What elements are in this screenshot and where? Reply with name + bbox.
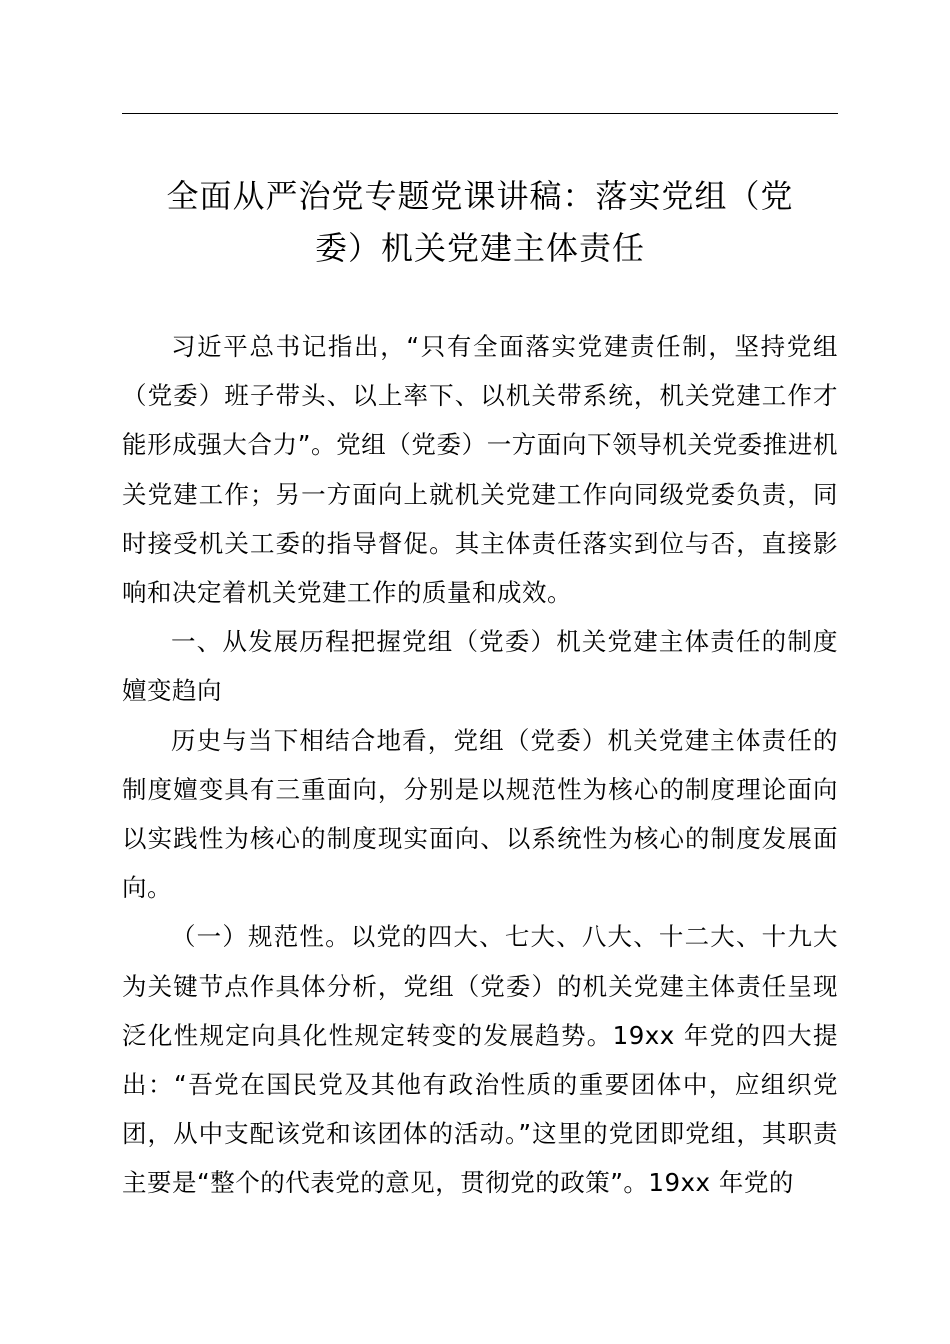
paragraph-overview: 历史与当下相结合地看，党组（党委）机关党建主体责任的制度嬗变具有三重面向，分别是以规范性为核心的制度理论面向以实践性为核心的制度现实面向、以系统性为核心的制度发展面向。 [122,725,838,903]
title-line-2: 委）机关党建主体责任 [314,229,645,267]
title-line-1: 全面从严治党专题党课讲稿：落实党组（党 [166,177,794,215]
document-title [122,170,838,274]
section-heading-1: 一、从发展历程把握党组（党委）机关党建主体责任的制度嬗变趋向 [122,627,838,706]
paragraph-normativity: （一）规范性。以党的四大、七大、八大、十二大、十九大为关键节点作具体分析，党组（党委）的机关党建主体责任呈现泛化性规定向具化性规定转变的发展趋势。19xx 年党的四大提出：“吾党在国民党及其他有政治性质的重要团体中，应组织党团，从中支配该党和该团体的活动。”这里的党团即党组，其职责主要是“整个的代表党的意见，贯彻党的政策”。19xx 年党的 [122,922,838,1198]
paragraph-intro: 习近平总书记指出，“只有全面落实党建责任制，坚持党组（党委）班子带头、以上率下、以机关带系统，机关党建工作才能形成强大合力”。党组（党委）一方面向下领导机关党委推进机关党建工作；另一方面向上就机关党建工作向同级党委负责，同时接受机关工委的指导督促。其主体责任落实到位与否，直接影响和决定着机关党建工作的质量和成效。 [122,332,838,608]
header-rule [122,113,838,114]
document-body [122,322,838,1208]
